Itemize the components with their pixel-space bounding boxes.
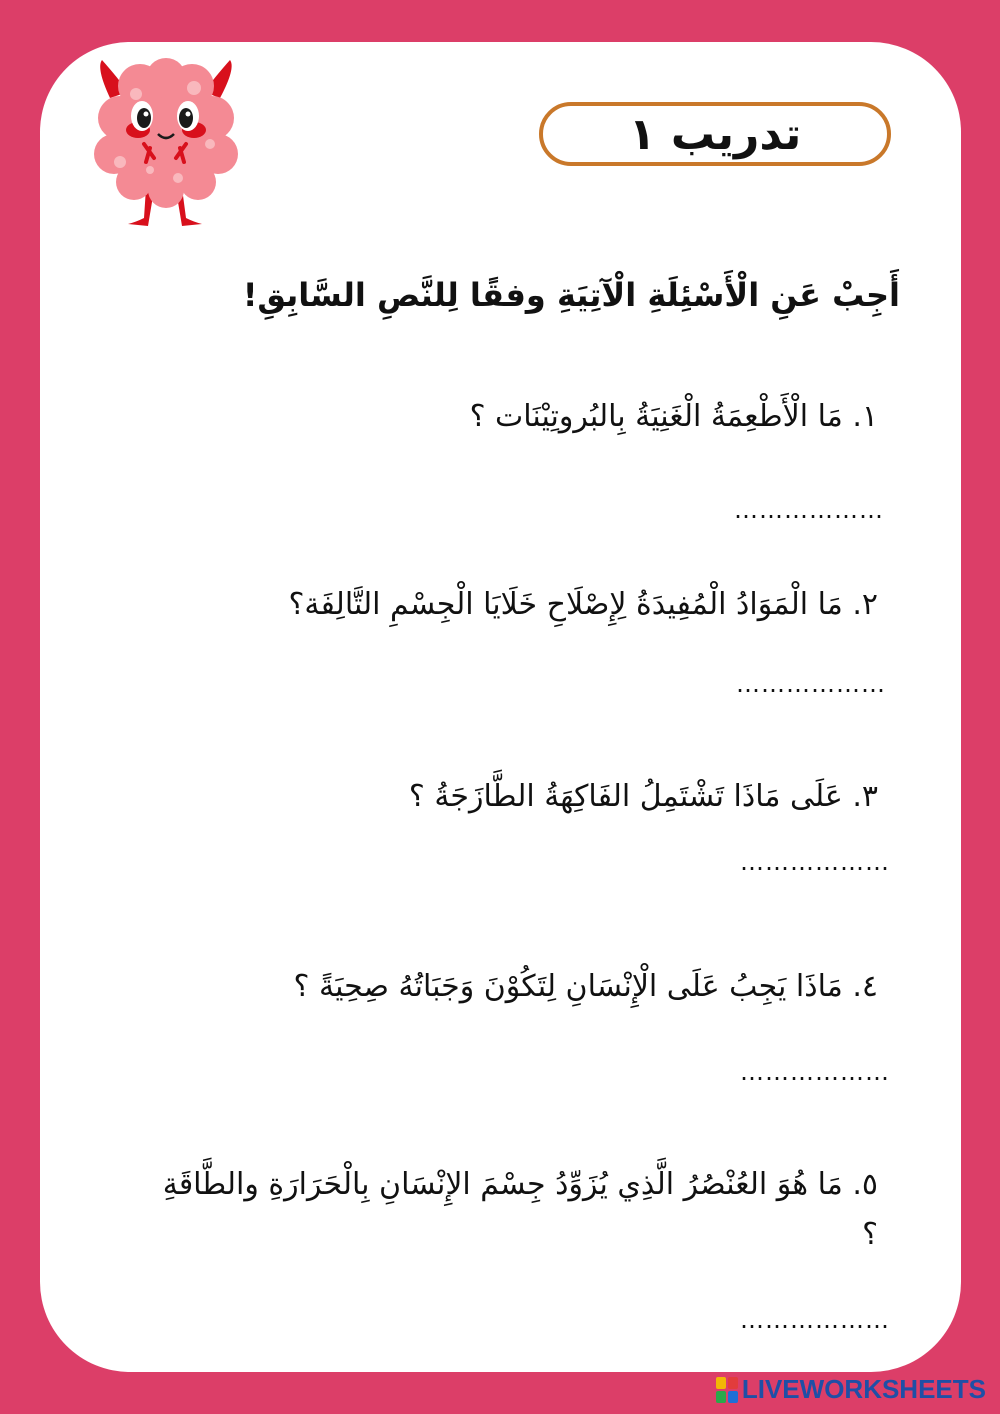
question-4: ٤. مَاذَا يَجِبُ عَلَى الْإِنْسَانِ لِتَكُوْنَ وَجَبَاتُهُ صِحِيَةً ؟: [293, 969, 878, 1004]
exercise-title: تدريب ١: [539, 102, 891, 166]
question-5: ٥. مَا هُوَ العُنْصُرُ الَّذِي يُزَوِّدُ جِسْمَ الإِنْسَانِ بِالْحَرَارَةِ والطَّاقَةِ ؟: [162, 1167, 878, 1252]
question-2: ٢. مَا الْمَوَادُ الْمُفِيدَةُ لِإِصْلَاحِ خَلَايَا الْجِسْمِ التَّالِفَة؟: [288, 587, 878, 622]
liveworksheets-logo-icon: [716, 1377, 738, 1403]
liveworksheets-brand: [716, 1374, 986, 1405]
question-3: ٣. عَلَى مَاذَا تَشْتَمِلُ الفَاكِهَةُ الطَّازَجَةُ ؟: [408, 779, 878, 814]
answer-field-2[interactable]: ………………: [736, 670, 886, 698]
brand-name: LIVEWORKSHEETS: [741, 1374, 986, 1404]
pink-monster-icon: [90, 58, 242, 230]
answer-field-3[interactable]: ………………: [740, 848, 890, 876]
answer-field-4[interactable]: ………………: [740, 1058, 890, 1086]
instruction-heading: أَجِبْ عَنِ الْأَسْئِلَةِ الْآتِيَةِ وفقًا لِلنَّصِ السَّابِقِ!: [242, 276, 900, 314]
question-1: ١. مَا الْأَطْعِمَةُ الْغَنِيَةُ بِالبُروتِيْنَات ؟: [469, 399, 878, 434]
answer-field-5[interactable]: ………………: [740, 1306, 890, 1334]
answer-field-1[interactable]: ………………: [734, 496, 884, 524]
